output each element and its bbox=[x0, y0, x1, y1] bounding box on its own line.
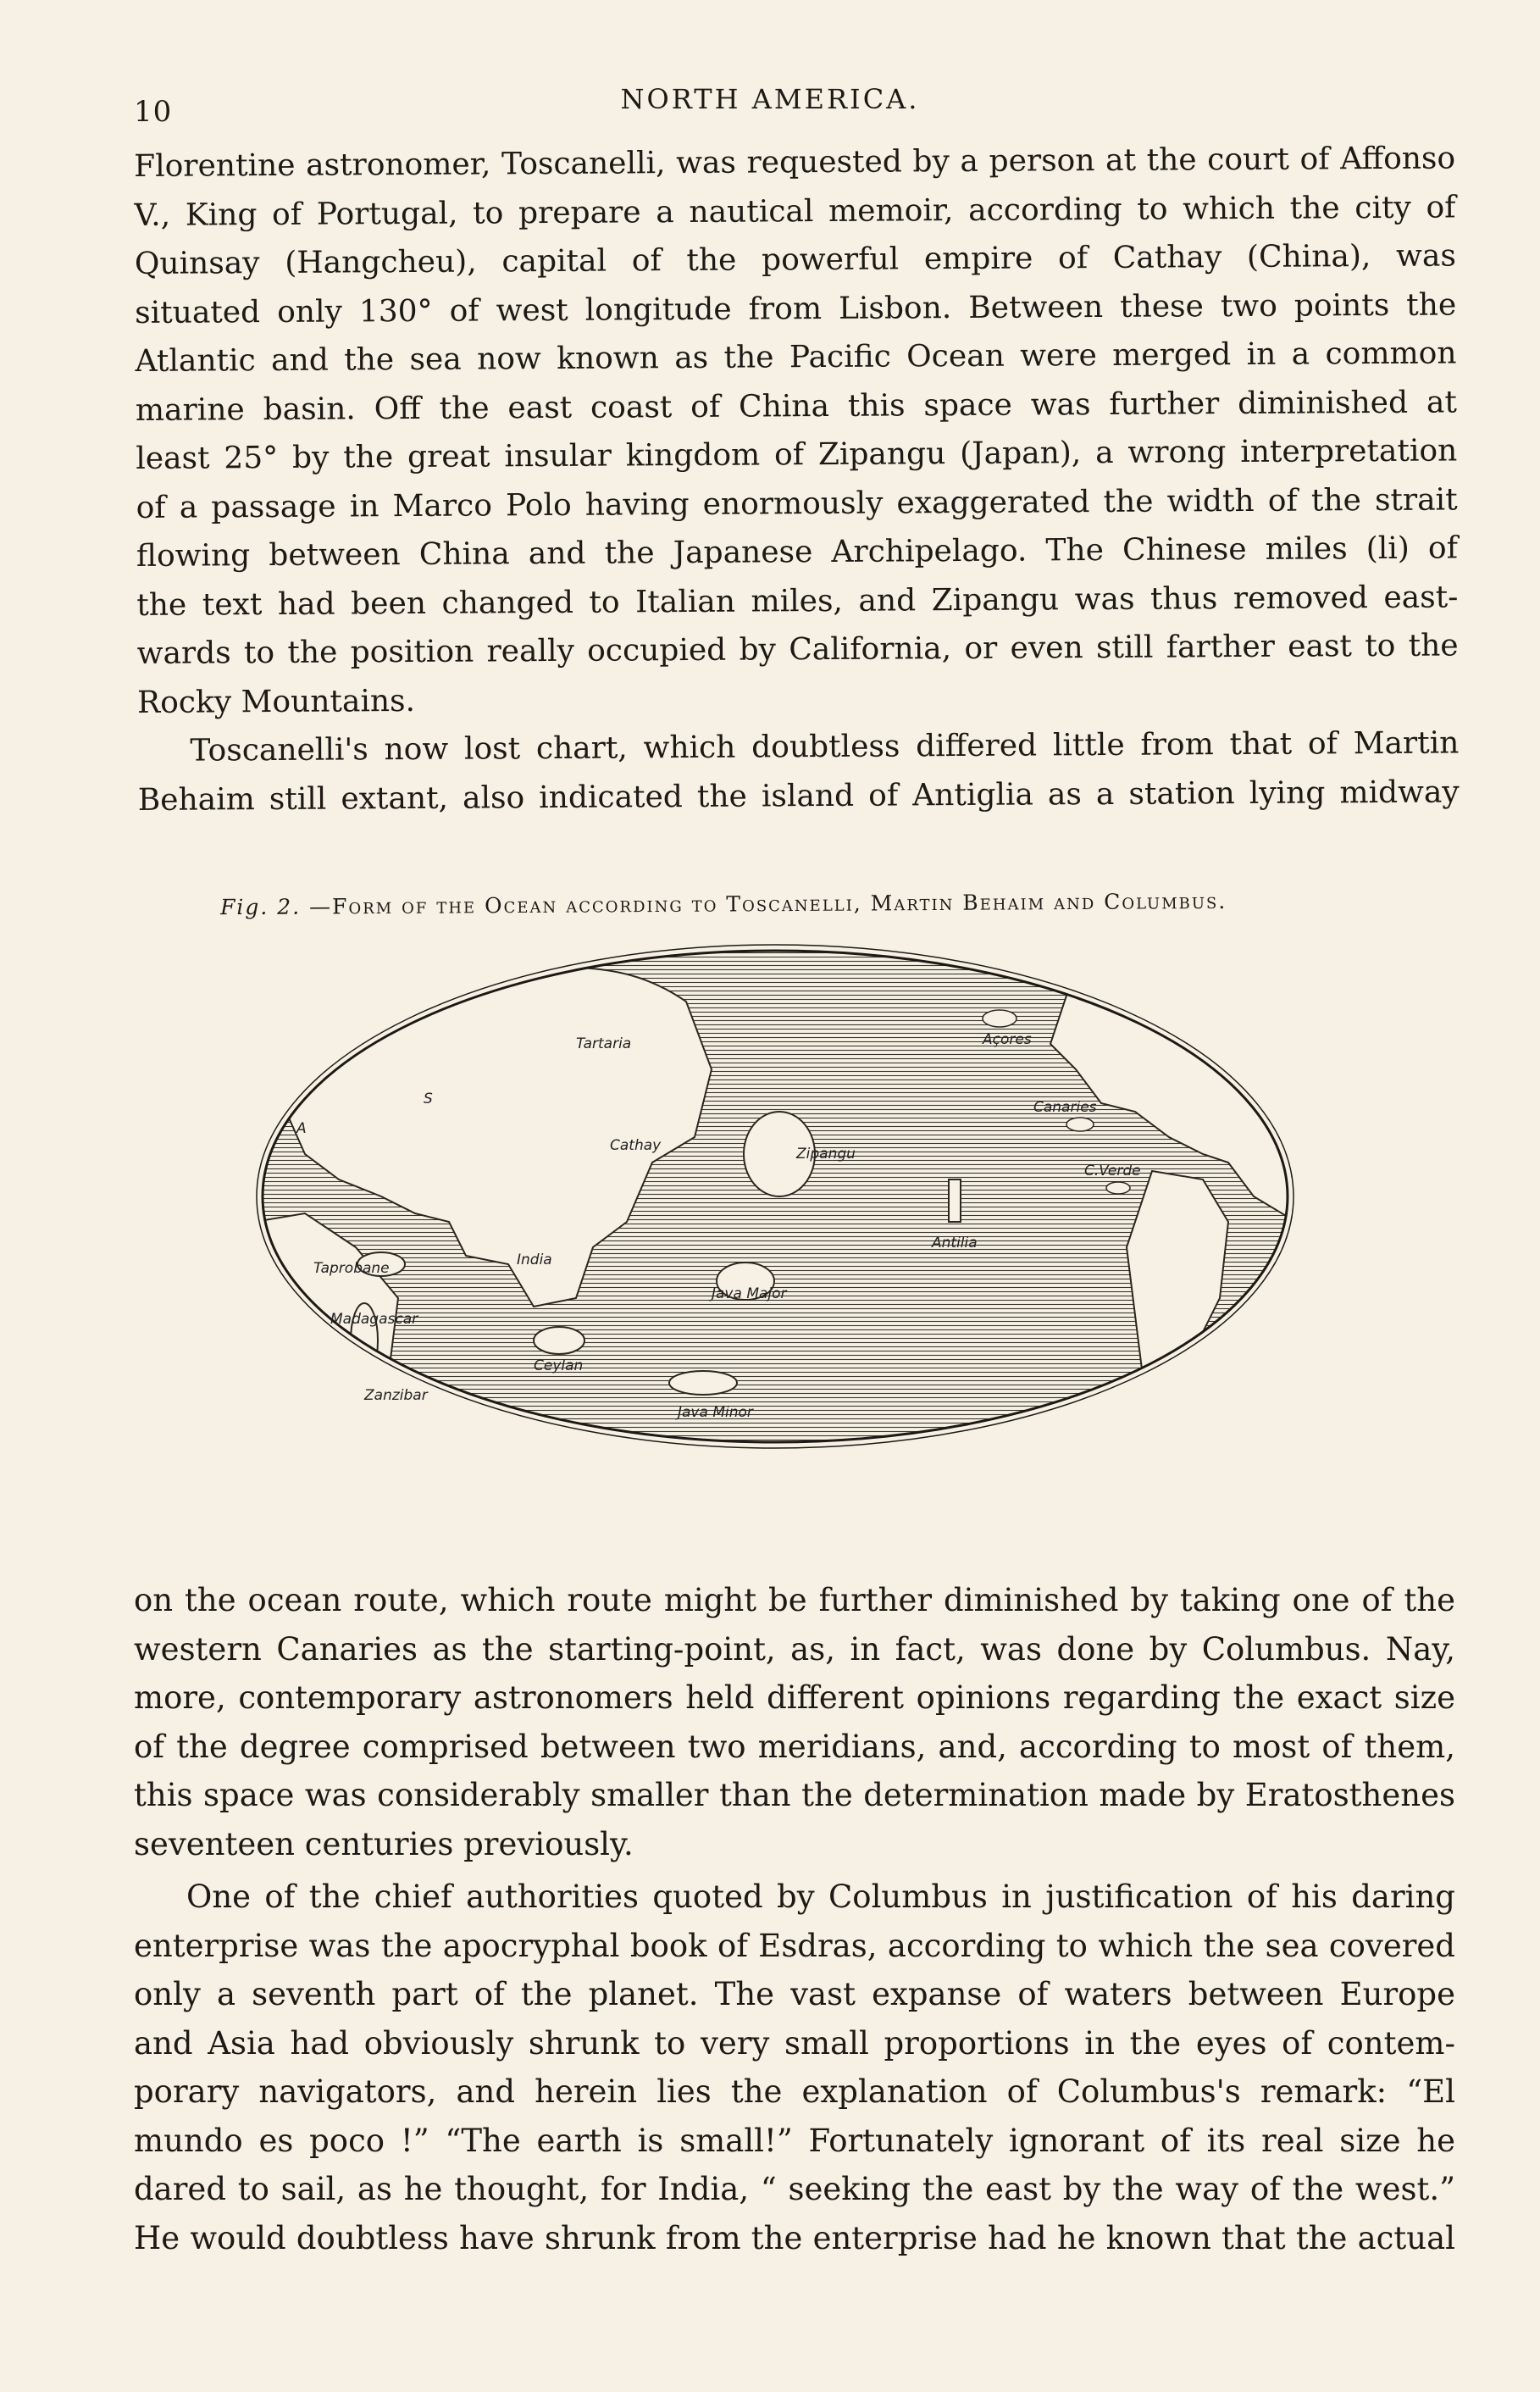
text-line: of the degree comprised between two meridians, and, according to most of them, bbox=[134, 1728, 1455, 1765]
label-a: A bbox=[296, 1120, 307, 1137]
ocean-map-illustration bbox=[254, 942, 1296, 1451]
page-number: 10 bbox=[134, 95, 173, 129]
label-acores: Açores bbox=[983, 1031, 1032, 1048]
text-line: marine basin. Off the east coast of China this space was further diminished at bbox=[135, 384, 1458, 428]
world-map-figure bbox=[254, 942, 1296, 1451]
text-line: this space was considerably smaller than the determination made by Eratosthenes bbox=[134, 1777, 1455, 1813]
label-india: India bbox=[517, 1251, 552, 1268]
text-line: of a passage in Marco Polo having enormously exaggerated the width of the strait bbox=[136, 481, 1458, 525]
text-line: more, contemporary astronomers held different opinions regarding the exact size bbox=[134, 1679, 1455, 1716]
label-s: S bbox=[424, 1091, 433, 1107]
text-line: only a seventh part of the planet. The vast expanse of waters between Europe bbox=[134, 1976, 1455, 2012]
text-line: dared to sail, as he thought, for India, “ seeking the east by the way of the west.” bbox=[134, 2171, 1455, 2207]
label-antilia: Antilia bbox=[932, 1235, 978, 1251]
text-line: Atlantic and the sea now known as the Pacific Ocean were merged in a common bbox=[135, 336, 1457, 379]
text-line: Quinsay (Hangcheu), capital of the powerful empire of Cathay (China), was bbox=[134, 238, 1456, 281]
paragraph-toscanelli bbox=[134, 134, 1460, 824]
text-line: V., King of Portugal, to prepare a nautical memoir, according to which the city of bbox=[134, 189, 1456, 233]
cape-verde-islands bbox=[1106, 1182, 1130, 1194]
java-minor-island bbox=[669, 1371, 737, 1395]
text-line: flowing between China and the Japanese Archipelago. The Chinese miles (li) of bbox=[136, 530, 1459, 574]
text-line: He would doubtless have shrunk from the enterprise had he known that the actual bbox=[134, 2219, 1455, 2256]
text-line: situated only 130° of west longitude from Lisbon. Between these two points the bbox=[135, 286, 1457, 330]
paragraph-esdras bbox=[134, 1873, 1455, 2262]
label-zipangu: Zipangu bbox=[796, 1146, 856, 1163]
text-line: Toscanelli's now lost chart, which doubtless differed little from that of Martin bbox=[190, 725, 1460, 769]
label-cverde: C.Verde bbox=[1084, 1163, 1141, 1179]
text-line: One of the chief authorities quoted by Columbus in justification of his daring bbox=[186, 1879, 1455, 1915]
label-tartaria: Tartaria bbox=[576, 1035, 632, 1052]
text-line: porary navigators, and herein lies the explanation of Columbus's remark: “El bbox=[134, 2073, 1455, 2110]
text-line: Florentine astronomer, Toscanelli, was requested by a person at the court of Affonso bbox=[134, 141, 1456, 184]
label-cathay: Cathay bbox=[610, 1137, 662, 1154]
label-java-minor: Java Minor bbox=[678, 1404, 753, 1421]
figure-caption-text: —Form of the Ocean according to Toscanelli, Martin Behaim and Columbus. bbox=[308, 888, 1227, 919]
label-ceylan: Ceylan bbox=[534, 1357, 584, 1374]
paragraph-ocean-route bbox=[134, 1576, 1455, 1868]
text-line: and Asia had obviously shrunk to very small proportions in the eyes of contem- bbox=[134, 2024, 1455, 2062]
africa-west-landmass bbox=[1127, 1171, 1228, 1400]
text-line: least 25° by the great insular kingdom of Zipangu (Japan), a wrong interpretation bbox=[136, 433, 1458, 476]
label-madagascar: Madagascar bbox=[330, 1311, 418, 1328]
label-zanzibar: Zanzibar bbox=[364, 1387, 428, 1404]
text-line: seventeen centuries previously. bbox=[134, 1825, 634, 1862]
label-java-major: Java Major bbox=[712, 1285, 787, 1302]
text-line: wards to the position really occupied by California, or even still farther east to the bbox=[136, 628, 1459, 671]
label-canaries: Canaries bbox=[1033, 1099, 1097, 1116]
figure-caption bbox=[220, 888, 1372, 919]
ceylan-island bbox=[534, 1327, 584, 1354]
text-line: Rocky Mountains. bbox=[136, 683, 416, 720]
label-taprobane: Taprobane bbox=[313, 1260, 390, 1277]
antilia-island bbox=[949, 1179, 961, 1222]
canaries-islands bbox=[1066, 1118, 1094, 1131]
text-line: on the ocean route, which route might be further diminished by taking one of the bbox=[134, 1582, 1455, 1618]
text-line: Behaim still extant, also indicated the island of Antiglia as a station lying midway bbox=[137, 774, 1460, 818]
text-line: mundo es poco !” “The earth is small!” Fortunately ignorant of its real size he bbox=[134, 2122, 1455, 2159]
acores-islands bbox=[983, 1010, 1017, 1027]
text-line: western Canaries as the starting-point, as, in fact, was done by Columbus. Nay, bbox=[134, 1630, 1455, 1668]
running-head: NORTH AMERICA. bbox=[620, 83, 920, 115]
text-line: enterprise was the apocryphal book of Esdras, according to which the sea covered bbox=[134, 1927, 1455, 1964]
text-line: the text had been changed to Italian miles, and Zipangu was thus removed east- bbox=[136, 579, 1459, 623]
figure-number: Fig. 2. bbox=[219, 894, 302, 920]
